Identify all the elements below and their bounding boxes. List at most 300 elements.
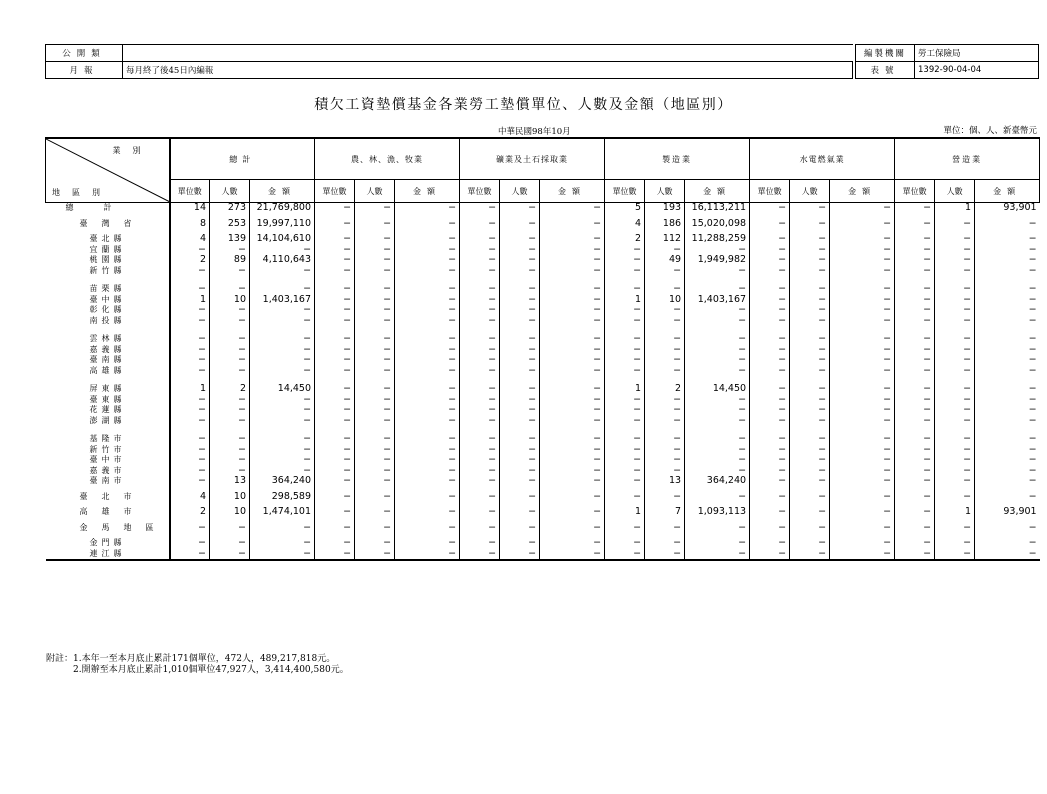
value-cell: − xyxy=(355,466,395,477)
value-cell: − xyxy=(790,355,830,366)
value-cell: − xyxy=(975,395,1040,406)
spacer-cell xyxy=(500,326,540,334)
region-name: 嘉義縣 xyxy=(89,344,126,354)
table-row xyxy=(46,345,1040,356)
value-cell: − xyxy=(315,305,355,316)
value-cell: 93,901 xyxy=(975,502,1040,518)
spacer-cell xyxy=(460,376,500,384)
value-cell: − xyxy=(895,229,935,245)
header-right-label: 表號 xyxy=(856,62,915,79)
value-cell: − xyxy=(790,284,830,295)
region-name: 高雄縣 xyxy=(89,365,126,375)
value-cell: − xyxy=(355,345,395,356)
value-cell: − xyxy=(355,295,395,306)
value-cell: − xyxy=(645,395,685,406)
value-cell: − xyxy=(395,284,460,295)
value-cell: − xyxy=(170,405,210,416)
value-cell: − xyxy=(830,533,895,549)
spacer-cell xyxy=(170,276,210,284)
value-cell: − xyxy=(315,355,355,366)
spacer-cell xyxy=(500,376,540,384)
value-cell: − xyxy=(250,416,315,427)
value-cell: − xyxy=(895,305,935,316)
spacer-cell xyxy=(750,276,790,284)
value-cell: − xyxy=(210,445,250,456)
value-cell: − xyxy=(355,366,395,377)
spacer-cell xyxy=(315,276,355,284)
value-cell: − xyxy=(790,334,830,345)
value-cell: 4 xyxy=(605,214,645,230)
region-name: 高雄市 xyxy=(79,507,146,516)
region-name: 臺中市 xyxy=(89,455,126,464)
value-cell: − xyxy=(895,395,935,406)
region-name: 雲林縣 xyxy=(89,334,126,343)
value-cell: − xyxy=(975,266,1040,277)
region-name: 花蓮縣 xyxy=(89,405,126,414)
value-cell: − xyxy=(250,345,315,356)
spacer-cell xyxy=(250,276,315,284)
value-cell: − xyxy=(210,334,250,345)
spacer-cell xyxy=(540,426,605,434)
value-cell: − xyxy=(210,416,250,427)
spacer-cell xyxy=(645,276,685,284)
value-cell: − xyxy=(790,466,830,477)
spacer-cell xyxy=(250,376,315,384)
spacer-cell xyxy=(645,426,685,434)
value-cell: − xyxy=(355,245,395,256)
value-cell: − xyxy=(895,316,935,327)
value-cell: − xyxy=(685,284,750,295)
region-name: 宜蘭縣 xyxy=(89,244,126,254)
value-cell: 2 xyxy=(170,502,210,518)
value-cell: − xyxy=(170,455,210,466)
value-cell: − xyxy=(895,455,935,466)
value-cell: − xyxy=(500,334,540,345)
value-cell: − xyxy=(315,405,355,416)
table-row xyxy=(46,355,1040,366)
value-cell: − xyxy=(460,266,500,277)
value-cell: − xyxy=(210,345,250,356)
value-cell: − xyxy=(895,533,935,549)
value-cell: − xyxy=(790,316,830,327)
value-cell: − xyxy=(975,434,1040,445)
value-cell: − xyxy=(685,245,750,256)
value-cell: − xyxy=(790,476,830,487)
value-cell: − xyxy=(540,502,605,518)
value-cell: − xyxy=(645,355,685,366)
region-name: 屏東縣 xyxy=(89,384,126,393)
value-cell: 11,288,259 xyxy=(685,229,750,245)
value-cell: − xyxy=(605,316,645,327)
value-cell: − xyxy=(540,266,605,277)
value-cell: − xyxy=(935,405,975,416)
table-row xyxy=(46,229,1040,245)
header-right-label: 編製機關 xyxy=(856,45,915,62)
value-cell: − xyxy=(935,395,975,406)
region-name: 臺北市 xyxy=(79,491,146,501)
value-cell: − xyxy=(685,466,750,477)
value-cell: − xyxy=(895,445,935,456)
spacer-cell xyxy=(355,426,395,434)
spacer-cell xyxy=(250,426,315,434)
value-cell: − xyxy=(355,518,395,534)
industry-header: 總計 xyxy=(170,138,315,180)
value-cell: 1,949,982 xyxy=(685,255,750,266)
value-cell: − xyxy=(645,316,685,327)
region-name: 澎湖縣 xyxy=(89,415,126,425)
value-cell: − xyxy=(895,502,935,518)
spacer-cell xyxy=(685,326,750,334)
table-row xyxy=(46,284,1040,295)
value-cell: − xyxy=(975,405,1040,416)
value-cell: − xyxy=(170,334,210,345)
value-cell: − xyxy=(830,405,895,416)
value-cell: − xyxy=(645,549,685,561)
value-cell: 298,589 xyxy=(250,487,315,503)
subcol-header: 人數 xyxy=(935,180,975,203)
region-name: 基隆市 xyxy=(89,434,126,443)
value-cell: − xyxy=(685,395,750,406)
value-cell: − xyxy=(605,334,645,345)
value-cell: − xyxy=(790,245,830,256)
value-cell: − xyxy=(935,549,975,561)
value-cell: − xyxy=(975,533,1040,549)
value-cell: − xyxy=(540,445,605,456)
table-row xyxy=(46,416,1040,427)
value-cell: − xyxy=(315,255,355,266)
value-cell: − xyxy=(790,366,830,377)
value-cell: − xyxy=(750,345,790,356)
value-cell: 14,450 xyxy=(250,384,315,395)
spacer-cell xyxy=(895,376,935,384)
spacer-cell xyxy=(975,376,1040,384)
value-cell: 49 xyxy=(645,255,685,266)
value-cell: 89 xyxy=(210,255,250,266)
value-cell: − xyxy=(685,533,750,549)
value-cell: 5 xyxy=(605,203,645,214)
header-left-box xyxy=(45,44,853,79)
value-cell: − xyxy=(395,295,460,306)
value-cell: − xyxy=(750,416,790,427)
value-cell: − xyxy=(750,266,790,277)
value-cell: − xyxy=(975,255,1040,266)
unit-label: 單位：個、人、新臺幣元 xyxy=(943,126,1037,136)
value-cell: − xyxy=(645,466,685,477)
industry-header: 農、林、漁、牧業 xyxy=(315,138,460,180)
value-cell: − xyxy=(935,487,975,503)
value-cell: − xyxy=(750,434,790,445)
spacer-cell xyxy=(975,276,1040,284)
value-cell: − xyxy=(750,445,790,456)
value-cell: − xyxy=(895,203,935,214)
spacer-cell xyxy=(210,426,250,434)
value-cell: − xyxy=(935,476,975,487)
value-cell: − xyxy=(790,455,830,466)
value-cell: − xyxy=(355,533,395,549)
value-cell: − xyxy=(790,305,830,316)
value-cell: − xyxy=(750,476,790,487)
spacer-cell xyxy=(460,426,500,434)
value-cell: − xyxy=(500,266,540,277)
value-cell: − xyxy=(750,487,790,503)
value-cell: − xyxy=(315,245,355,256)
value-cell: − xyxy=(895,434,935,445)
value-cell: − xyxy=(790,533,830,549)
value-cell: − xyxy=(605,345,645,356)
spacer-cell xyxy=(935,326,975,334)
value-cell: − xyxy=(395,266,460,277)
value-cell: − xyxy=(750,334,790,345)
header-left-label: 公開類 xyxy=(46,45,123,62)
header-right-value: 勞工保險局 xyxy=(915,45,1039,62)
value-cell: − xyxy=(395,518,460,534)
value-cell: − xyxy=(460,284,500,295)
value-cell: − xyxy=(355,355,395,366)
value-cell: − xyxy=(460,466,500,477)
value-cell: − xyxy=(975,455,1040,466)
value-cell: − xyxy=(750,295,790,306)
value-cell: − xyxy=(790,229,830,245)
header-left-value: 每月終了後45日內編報 xyxy=(123,62,853,79)
value-cell: − xyxy=(830,445,895,456)
value-cell: − xyxy=(500,295,540,306)
value-cell: − xyxy=(315,229,355,245)
value-cell: 8 xyxy=(170,214,210,230)
value-cell: − xyxy=(935,316,975,327)
spacer-cell xyxy=(935,276,975,284)
value-cell: − xyxy=(540,316,605,327)
spacer-cell xyxy=(895,276,935,284)
value-cell: 1,093,113 xyxy=(685,502,750,518)
spacer-cell xyxy=(170,426,210,434)
value-cell: − xyxy=(315,203,355,214)
value-cell: − xyxy=(750,214,790,230)
spacer-cell xyxy=(750,326,790,334)
value-cell: − xyxy=(170,416,210,427)
value-cell: − xyxy=(895,355,935,366)
value-cell: − xyxy=(750,316,790,327)
value-cell: − xyxy=(645,533,685,549)
value-cell: − xyxy=(315,345,355,356)
value-cell: − xyxy=(170,395,210,406)
value-cell: − xyxy=(460,384,500,395)
spacer-cell xyxy=(210,376,250,384)
spacer-cell xyxy=(315,426,355,434)
spacer-cell xyxy=(460,276,500,284)
table-row xyxy=(46,316,1040,327)
table-row xyxy=(46,466,1040,477)
value-cell: − xyxy=(830,334,895,345)
value-cell: − xyxy=(460,255,500,266)
value-cell: 7 xyxy=(645,502,685,518)
value-cell: − xyxy=(395,476,460,487)
value-cell: − xyxy=(170,284,210,295)
spacer-cell xyxy=(605,326,645,334)
value-cell: − xyxy=(935,366,975,377)
value-cell: − xyxy=(605,487,645,503)
value-cell: − xyxy=(540,434,605,445)
value-cell: − xyxy=(975,334,1040,345)
value-cell: − xyxy=(460,416,500,427)
value-cell: − xyxy=(935,434,975,445)
value-cell: − xyxy=(975,345,1040,356)
value-cell: − xyxy=(395,405,460,416)
subcol-header: 金額 xyxy=(975,180,1040,203)
spacer-cell xyxy=(355,276,395,284)
value-cell: − xyxy=(685,487,750,503)
table-row xyxy=(46,334,1040,345)
spacer-cell xyxy=(935,376,975,384)
value-cell: − xyxy=(605,305,645,316)
value-cell: − xyxy=(500,229,540,245)
value-cell: − xyxy=(395,334,460,345)
value-cell: − xyxy=(605,549,645,561)
value-cell: − xyxy=(500,533,540,549)
value-cell: − xyxy=(895,476,935,487)
value-cell: − xyxy=(395,384,460,395)
value-cell: − xyxy=(460,518,500,534)
value-cell: − xyxy=(685,518,750,534)
region-name: 金門縣 xyxy=(89,538,126,547)
value-cell: − xyxy=(315,487,355,503)
spacer-cell xyxy=(685,426,750,434)
value-cell: − xyxy=(895,549,935,561)
value-cell: − xyxy=(935,334,975,345)
value-cell: − xyxy=(935,305,975,316)
value-cell: − xyxy=(605,533,645,549)
value-cell: − xyxy=(975,384,1040,395)
value-cell: − xyxy=(170,366,210,377)
value-cell: − xyxy=(540,487,605,503)
value-cell: − xyxy=(315,455,355,466)
value-cell: − xyxy=(460,214,500,230)
spacer-cell xyxy=(395,376,460,384)
table-row xyxy=(46,245,1040,256)
value-cell: 1,403,167 xyxy=(685,295,750,306)
value-cell: − xyxy=(540,518,605,534)
value-cell: − xyxy=(830,214,895,230)
value-cell: − xyxy=(540,395,605,406)
value-cell: − xyxy=(250,405,315,416)
value-cell: − xyxy=(315,466,355,477)
value-cell: − xyxy=(355,229,395,245)
value-cell: − xyxy=(895,295,935,306)
value-cell: − xyxy=(250,316,315,327)
value-cell: − xyxy=(460,366,500,377)
spacer-cell xyxy=(685,276,750,284)
spacer-cell xyxy=(895,426,935,434)
value-cell: − xyxy=(250,266,315,277)
value-cell: − xyxy=(500,245,540,256)
spacer-cell xyxy=(790,326,830,334)
table-row xyxy=(46,295,1040,306)
value-cell: − xyxy=(645,366,685,377)
value-cell: − xyxy=(790,266,830,277)
value-cell: − xyxy=(355,434,395,445)
spacer-cell xyxy=(605,376,645,384)
value-cell: − xyxy=(895,245,935,256)
value-cell: − xyxy=(935,455,975,466)
value-cell: 364,240 xyxy=(250,476,315,487)
value-cell: − xyxy=(750,305,790,316)
subcol-header: 單位數 xyxy=(460,180,500,203)
value-cell: − xyxy=(540,305,605,316)
value-cell: 1 xyxy=(935,502,975,518)
value-cell: 4 xyxy=(170,229,210,245)
region-name: 臺南縣 xyxy=(89,355,126,364)
value-cell: − xyxy=(315,214,355,230)
value-cell: − xyxy=(395,316,460,327)
value-cell: − xyxy=(790,395,830,406)
value-cell: − xyxy=(830,245,895,256)
value-cell: − xyxy=(935,345,975,356)
value-cell: 139 xyxy=(210,229,250,245)
value-cell: − xyxy=(210,455,250,466)
value-cell: − xyxy=(460,445,500,456)
value-cell: − xyxy=(830,518,895,534)
value-cell: − xyxy=(645,455,685,466)
value-cell: − xyxy=(170,518,210,534)
value-cell: − xyxy=(210,245,250,256)
header-right-value: 1392-90-04-04 xyxy=(915,62,1039,79)
value-cell: − xyxy=(895,384,935,395)
value-cell: 1,474,101 xyxy=(250,502,315,518)
value-cell: − xyxy=(935,284,975,295)
region-name: 金馬地區 xyxy=(79,522,168,532)
value-cell: − xyxy=(170,305,210,316)
value-cell: − xyxy=(210,395,250,406)
value-cell: − xyxy=(170,316,210,327)
value-cell: − xyxy=(830,203,895,214)
value-cell: − xyxy=(895,405,935,416)
header-left-label: 月報 xyxy=(46,62,123,79)
value-cell: − xyxy=(315,445,355,456)
value-cell: − xyxy=(500,305,540,316)
subheader-row xyxy=(46,180,1040,203)
spacer-cell xyxy=(830,426,895,434)
value-cell: 4,110,643 xyxy=(250,255,315,266)
value-cell: − xyxy=(605,466,645,477)
value-cell: − xyxy=(790,384,830,395)
value-cell: − xyxy=(210,549,250,561)
report-period: 中華民國98年10月 xyxy=(498,127,571,137)
value-cell: − xyxy=(975,229,1040,245)
region-name: 臺北縣 xyxy=(89,234,126,243)
value-cell: − xyxy=(250,434,315,445)
value-cell: − xyxy=(395,487,460,503)
corner-header xyxy=(46,138,170,203)
value-cell: − xyxy=(315,266,355,277)
value-cell: − xyxy=(355,549,395,561)
subcol-header: 金額 xyxy=(830,180,895,203)
value-cell: − xyxy=(830,434,895,445)
value-cell: − xyxy=(790,405,830,416)
value-cell: − xyxy=(830,466,895,477)
value-cell: − xyxy=(540,455,605,466)
footnote: 2.開辦至本月底止累計1,010個單位47,927人，3,414,400,580元。 xyxy=(46,665,349,675)
value-cell: − xyxy=(605,518,645,534)
value-cell: − xyxy=(460,502,500,518)
value-cell: − xyxy=(685,305,750,316)
spacer-cell xyxy=(460,326,500,334)
spacer-cell xyxy=(540,376,605,384)
value-cell: − xyxy=(685,434,750,445)
value-cell: − xyxy=(605,245,645,256)
spacer-cell xyxy=(605,426,645,434)
value-cell: 15,020,098 xyxy=(685,214,750,230)
region-name: 苗栗縣 xyxy=(89,284,126,293)
value-cell: − xyxy=(250,455,315,466)
